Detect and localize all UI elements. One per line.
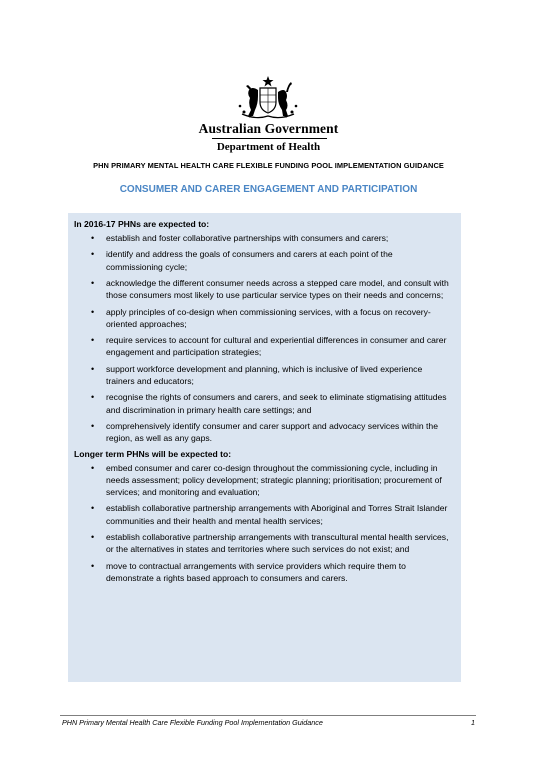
list-longer-term — [74, 462, 451, 584]
list-item: • move to contractual arrangements with service providers which require them to demonstrate a rights based approach to consumers and carers. — [74, 560, 451, 584]
coat-of-arms-icon — [236, 76, 300, 120]
heading-2016-17: In 2016-17 PHNs are expected to: — [74, 219, 210, 229]
page-number: 1 — [471, 718, 475, 727]
list-item: • require services to account for cultural and experiential differences in consumer and carer engagement and participation strategies; — [74, 334, 451, 358]
section-title: CONSUMER AND CARER ENGAGEMENT AND PARTICIPATION — [119, 184, 418, 195]
document-title: PHN PRIMARY MENTAL HEALTH CARE FLEXIBLE FUNDING POOL IMPLEMENTATION GUIDANCE — [93, 161, 444, 170]
list-item: • acknowledge the different consumer needs across a stepped care model, and consult with those consumers most likely to use particular service types on their needs and concerns; — [74, 277, 451, 301]
list-item: • identify and address the goals of consumers and carers at each point of the commissioning cycle; — [74, 248, 451, 272]
footer-text: PHN Primary Mental Health Care Flexible Funding Pool Implementation Guidance — [62, 718, 323, 727]
list-item: • comprehensively identify consumer and carer support and advocacy services within the region, as well as any gaps. — [74, 420, 451, 444]
header-divider — [212, 138, 327, 139]
department-name: Department of Health — [216, 141, 321, 153]
list-item: • recognise the rights of consumers and carers, and seek to eliminate stigmatising attitudes and discrimination in primary health care settings; and — [74, 391, 451, 415]
government-name: Australian Government — [198, 121, 339, 136]
list-item: • apply principles of co-design when commissioning services, with a focus on recovery-oriented approaches; — [74, 306, 451, 330]
list-item: • embed consumer and carer co-design throughout the commissioning cycle, including in needs assessment; policy development; strategic planning; prioritisation; procurement of services; and monitoring and evaluation; — [74, 462, 451, 499]
list-item: • establish and foster collaborative partnerships with consumers and carers; — [74, 232, 451, 244]
expectations-box — [68, 213, 461, 682]
list-item: • support workforce development and planning, which is inclusive of lived experience trainers and educators; — [74, 363, 451, 387]
footer-divider — [60, 715, 476, 716]
list-item: • establish collaborative partnership arrangements with Aboriginal and Torres Strait Islander communities and their health and mental health services; — [74, 502, 451, 526]
heading-longer-term: Longer term PHNs will be expected to: — [74, 448, 232, 459]
list-item: • establish collaborative partnership arrangements with transcultural mental health services, or the alternatives in states and territories where such services do not exist; and — [74, 531, 451, 555]
list-2016-17 — [74, 232, 451, 444]
